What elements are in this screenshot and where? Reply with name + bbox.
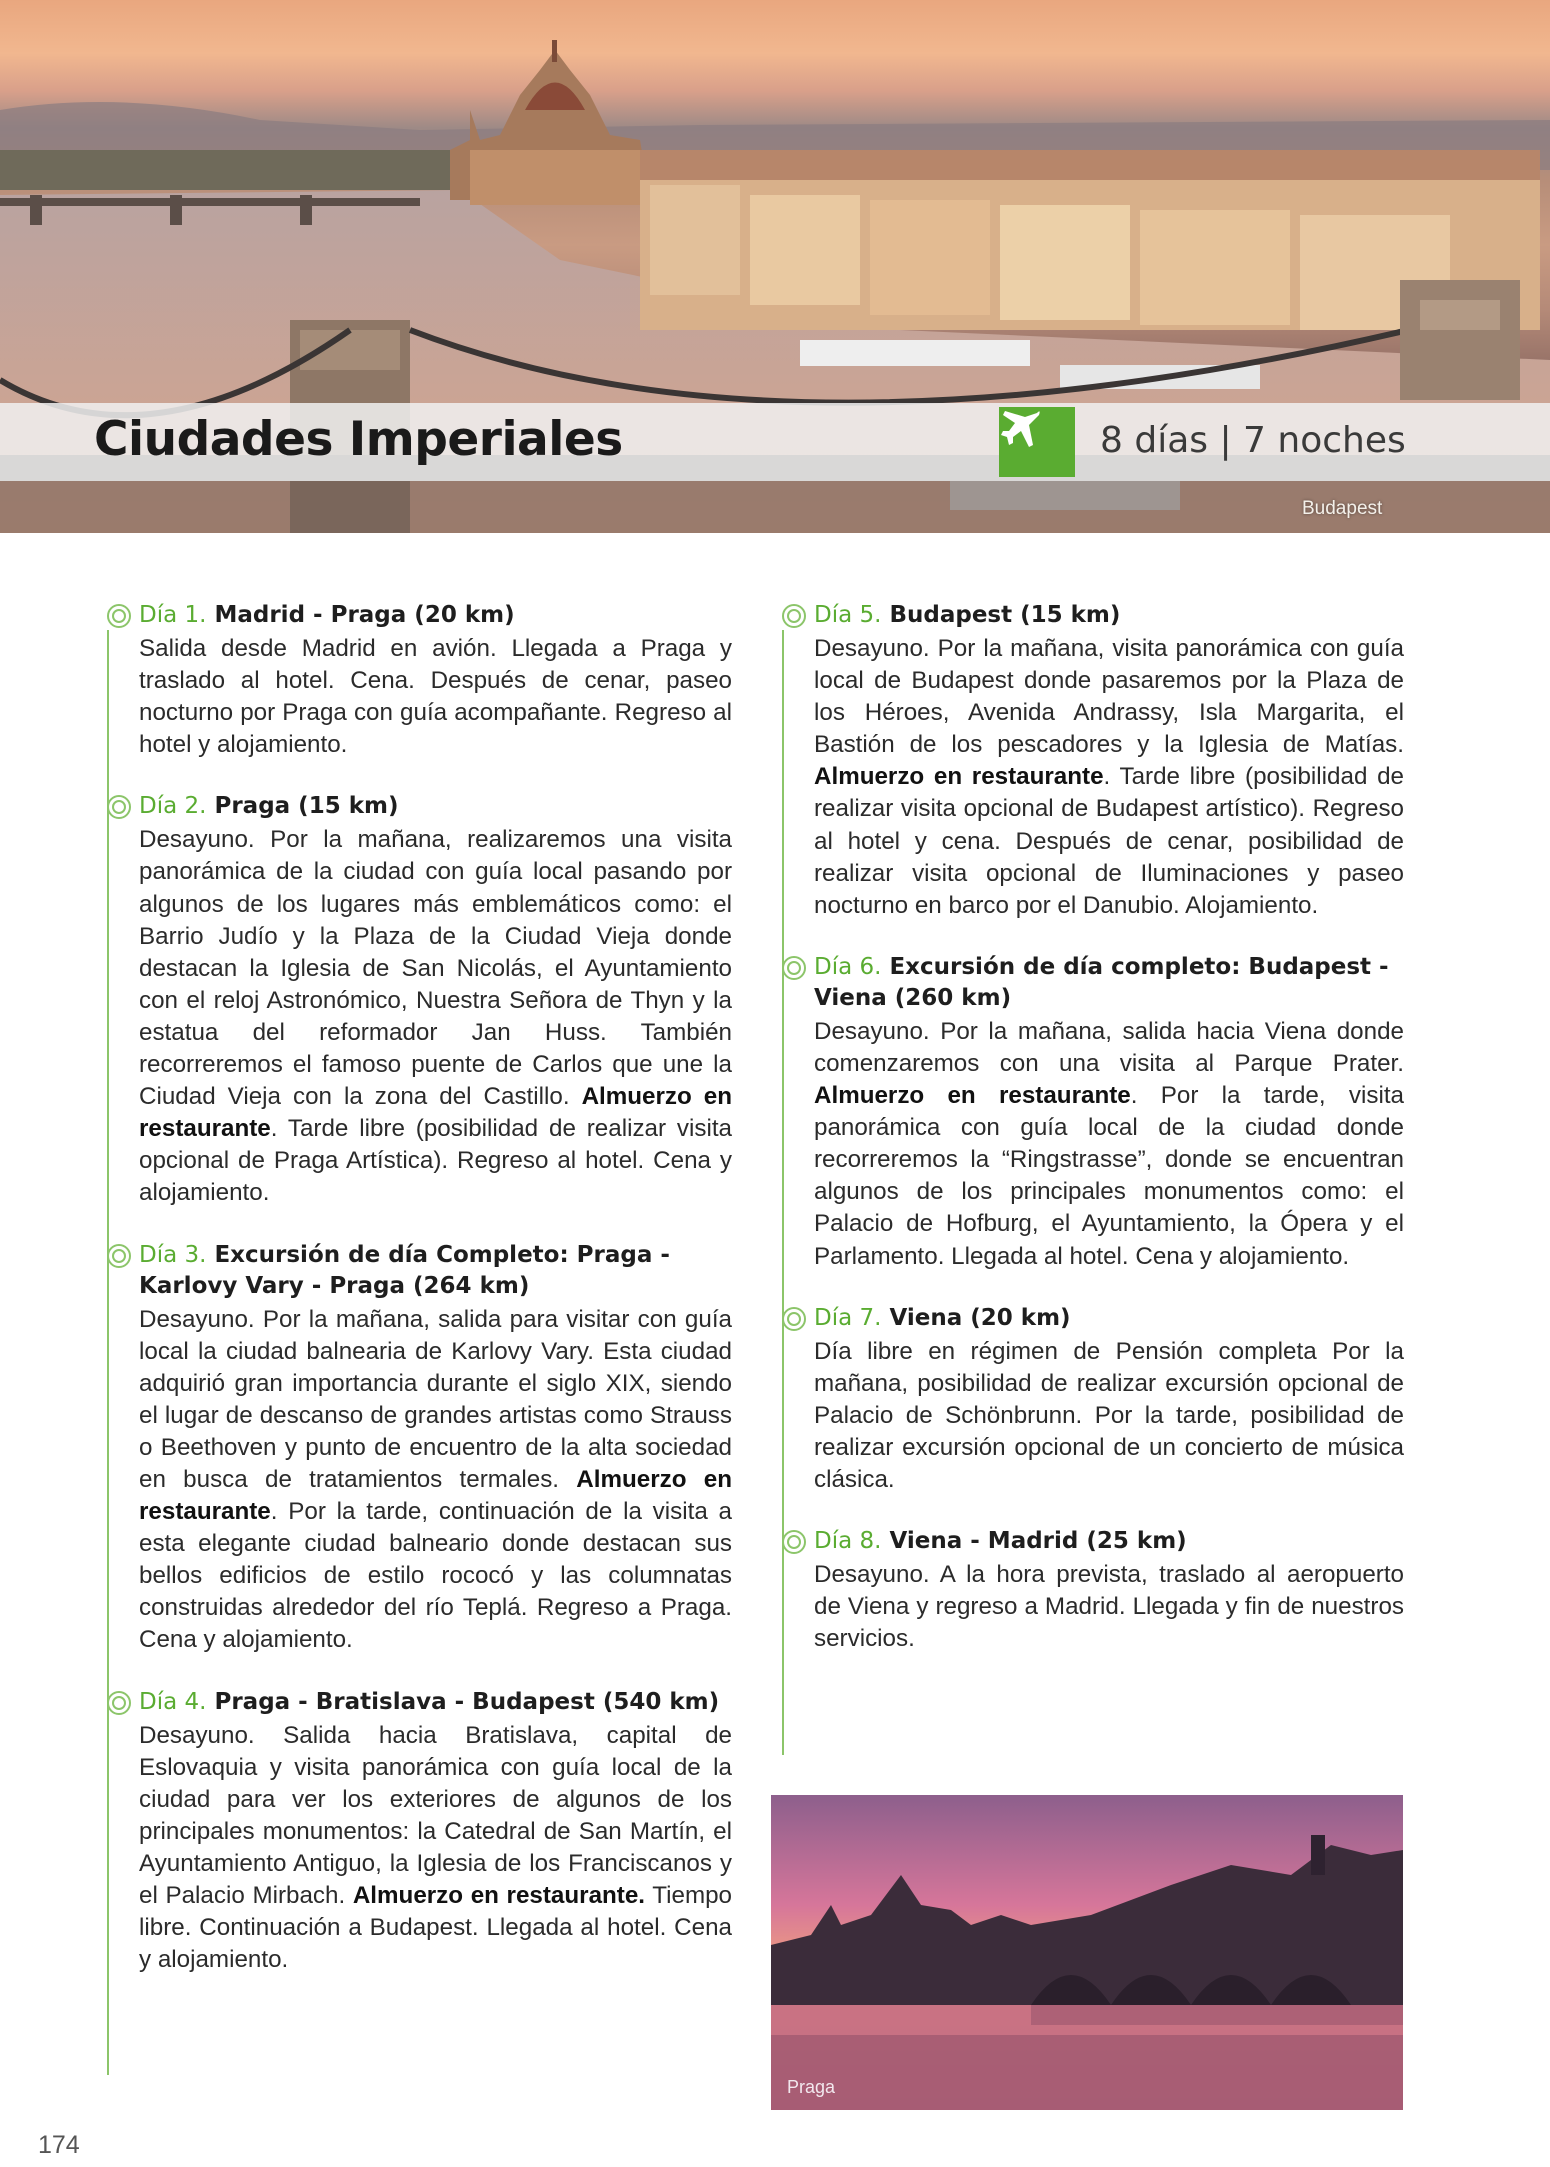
flight-badge [999, 407, 1075, 477]
day-number: Día 7. [814, 1304, 882, 1331]
hero-photo-caption: Budapest [1302, 498, 1383, 519]
itinerary-column-right [782, 600, 1404, 1685]
day-description: Desayuno. A la hora prevista, traslado al aeropuerto de Viena y regreso a Madrid. Llegada y fin de nuestros servicios. [814, 1561, 1404, 1653]
photo-caption: Praga [787, 2077, 836, 2097]
day-description: Día libre en régimen de Pensión completa Por la mañana, posibilidad de realizar excursión opcional de Palacio de Schönbrunn. Por la tarde, posibilidad de realizar excursión opcional de un concierto de música clásica. [814, 1337, 1404, 1493]
day-route: Budapest (15 km) [889, 602, 1121, 628]
location-pin-icon [781, 1306, 807, 1332]
itinerary-day [814, 600, 1404, 922]
hero-banner [0, 0, 1550, 533]
day-number: Día 1. [139, 602, 207, 628]
trip-duration: 8 días | 7 noches [1100, 420, 1406, 461]
praga-photo [771, 1795, 1403, 2110]
day-route: Viena - Madrid (25 km) [889, 1528, 1187, 1555]
day-description: Desayuno. Por la mañana, salida hacia Viena donde comenzaremos con una visita al Parque Prater. Almuerzo en restaurante. Por la tarde, visita panorámica con guía local de la ciudad donde recorreremos la “Ringstrasse”, donde se encuentran algunos de los principales monumentos como: el Palacio de Hofburg, el Ayuntamiento, la Ópera y el Parlamento. Llegada al hotel. Cena y alojamiento. [814, 1017, 1404, 1270]
day-number: Día 5. [814, 602, 882, 628]
location-pin-icon [781, 603, 807, 629]
itinerary-day [139, 1240, 732, 1657]
day-description: Desayuno. Salida hacia Bratislava, capital de Eslovaquia y visita panorámica con guía local de la ciudad para ver los exteriores de algunos de los principales monumentos: la Catedral de San Martín, el Ayuntamiento Antiguo, la Iglesia de los Franciscanos y el Palacio Mirbach. Almuerzo en restaurante. Tiempo libre. Continuación a Budapest. Llegada al hotel. Cena y alojamiento. [139, 1721, 732, 1974]
day-route: Viena (20 km) [889, 1304, 1071, 1331]
location-pin-icon [106, 603, 132, 629]
page-number: 174 [38, 2131, 80, 2159]
day-number: Día 4. [139, 1688, 207, 1715]
itinerary-day [814, 1303, 1404, 1496]
location-pin-icon [106, 794, 132, 820]
day-number: Día 2. [139, 793, 207, 820]
location-pin-icon [106, 1690, 132, 1716]
day-route: Excursión de día Completo: Praga - Karlovy Vary - Praga (264 km) [139, 1241, 670, 1299]
itinerary-day [139, 600, 732, 761]
location-pin-icon [781, 955, 807, 981]
itinerary-day [139, 1687, 732, 1977]
page-title: Ciudades Imperiales [94, 412, 623, 467]
itinerary-day [139, 791, 732, 1209]
day-description: Salida desde Madrid en avión. Llegada a Praga y traslado al hotel. Cena. Después de cenar, paseo nocturno por Praga con guía acompañante. Regreso al hotel y alojamiento. [139, 635, 732, 759]
day-route: Madrid - Praga (20 km) [214, 602, 515, 628]
itinerary-column-left [107, 600, 732, 2006]
day-description: Desayuno. Por la mañana, salida para visitar con guía local la ciudad balnearia de Karlovy Vary. Esta ciudad adquirió gran importancia durante el siglo XIX, siendo el lugar de descanso de grandes artistas como Strauss o Beethoven y punto de encuentro de la alta sociedad en busca de tratamientos termales. Almuerzo en restaurante. Por la tarde, continuación de la visita a esta elegante ciudad balneario donde destacan sus bellos edificios de estilo rococó y las columnatas construidas alrededor del río Teplá. Regreso a Praga. Cena y alojamiento. [139, 1305, 733, 1654]
itinerary-day [814, 1526, 1404, 1655]
day-description: Desayuno. Por la mañana, visita panorámica con guía local de Budapest donde pasaremos por la Plaza de los Héroes, Avenida Andrassy, Isla Margarita, el Bastión de los pescadores y la Iglesia de Matías. Almuerzo en restaurante. Tarde libre (posibilidad de realizar visita opcional de Budapest artístico). Regreso al hotel y cena. Después de cenar, posibilidad de realizar visita opcional de Iluminaciones y paseo nocturno en barco por el Danubio. Alojamiento. [814, 635, 1404, 919]
charles-bridge-sunset-image [771, 1795, 1403, 2110]
location-pin-icon [106, 1243, 132, 1269]
day-number: Día 8. [814, 1528, 882, 1555]
day-route: Excursión de día completo: Budapest - Viena (260 km) [814, 953, 1389, 1011]
day-number: Día 3. [139, 1241, 207, 1268]
airplane-icon [999, 407, 1043, 451]
day-description: Desayuno. Por la mañana, realizaremos una visita panorámica de la ciudad con guía local pasando por algunos de los lugares más emblemáticos como: el Barrio Judío y la Plaza de la Ciudad Vieja donde destacan la Iglesia de San Nicolás, el Ayuntamiento con el reloj Astronómico, Nuestra Señora de Thyn y la estatua del reformador Jan Huss. También recorreremos el famoso puente de Carlos que une la Ciudad Vieja con la zona del Castillo. Almuerzo en restaurante. Tarde libre (posibilidad de realizar visita opcional de Praga Artística). Regreso al hotel. Cena y alojamiento. [139, 826, 732, 1207]
day-number: Día 6. [814, 953, 882, 980]
location-pin-icon [781, 1529, 807, 1555]
itinerary-day [814, 952, 1404, 1273]
day-route: Praga - Bratislava - Budapest (540 km) [214, 1688, 720, 1715]
day-route: Praga (15 km) [214, 793, 399, 820]
